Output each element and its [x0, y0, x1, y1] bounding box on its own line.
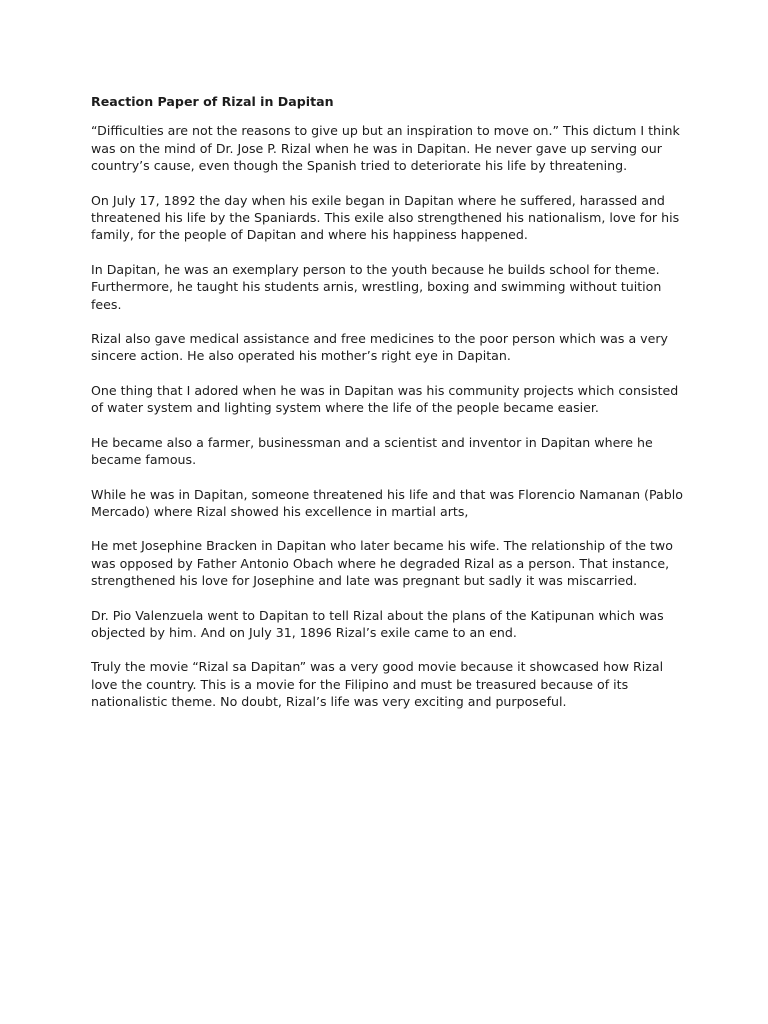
- paragraph-9: Dr. Pio Valenzuela went to Dapitan to tell Rizal about the plans of the Katipunan which was objected by him. And on July 31, 1896 Rizal’s exile came to an end.: [91, 607, 664, 640]
- document-title: Reaction Paper of Rizal in Dapitan: [91, 94, 334, 109]
- paragraph-7: While he was in Dapitan, someone threatened his life and that was Florencio Namanan (Pablo Mercado) where Rizal showed his excellence in martial arts,: [91, 486, 683, 519]
- paragraph-8: He met Josephine Bracken in Dapitan who later became his wife. The relationship of the two was opposed by Father Antonio Obach where he degraded Rizal as a person. That instance, strengthened his love for Josephine and late was pregnant but sadly it was miscarried.: [91, 538, 673, 589]
- paragraph-1: “Difficulties are not the reasons to give up but an inspiration to move on.” This dictum I think was on the mind of Dr. Jose P. Rizal when he was in Dapitan. He never gave up serving our country’s cause, even though the Spanish tried to deteriorate his life by threatening.: [91, 123, 680, 174]
- paragraph-2: On July 17, 1892 the day when his exile began in Dapitan where he suffered, harassed and threatened his life by the Spaniards. This exile also strengthened his nationalism, love for his family, for the people of Dapitan and where his happiness happened.: [91, 192, 680, 243]
- paragraph-10: Truly the movie “Rizal sa Dapitan” was a very good movie because it showcased how Rizal love the country. This is a movie for the Filipino and must be treasured because of its nationalistic theme. No doubt, Rizal’s life was very exciting and purposeful.: [91, 659, 664, 710]
- document-body: [91, 93, 691, 728]
- paragraph-6: He became also a farmer, businessman and a scientist and inventor in Dapitan where he became famous.: [91, 434, 653, 468]
- paragraph-3: In Dapitan, he was an exemplary person to the youth because he builds school for theme. Furthermore, he taught his students arnis, wrestling, boxing and swimming without tuition fees.: [91, 261, 662, 312]
- paragraph-5: One thing that I adored when he was in Dapitan was his community projects which consisted of water system and lighting system where the life of the people became easier.: [91, 382, 679, 416]
- paragraph-4: Rizal also gave medical assistance and free medicines to the poor person which was a very sincere action. He also operated his mother’s right eye in Dapitan.: [91, 331, 669, 364]
